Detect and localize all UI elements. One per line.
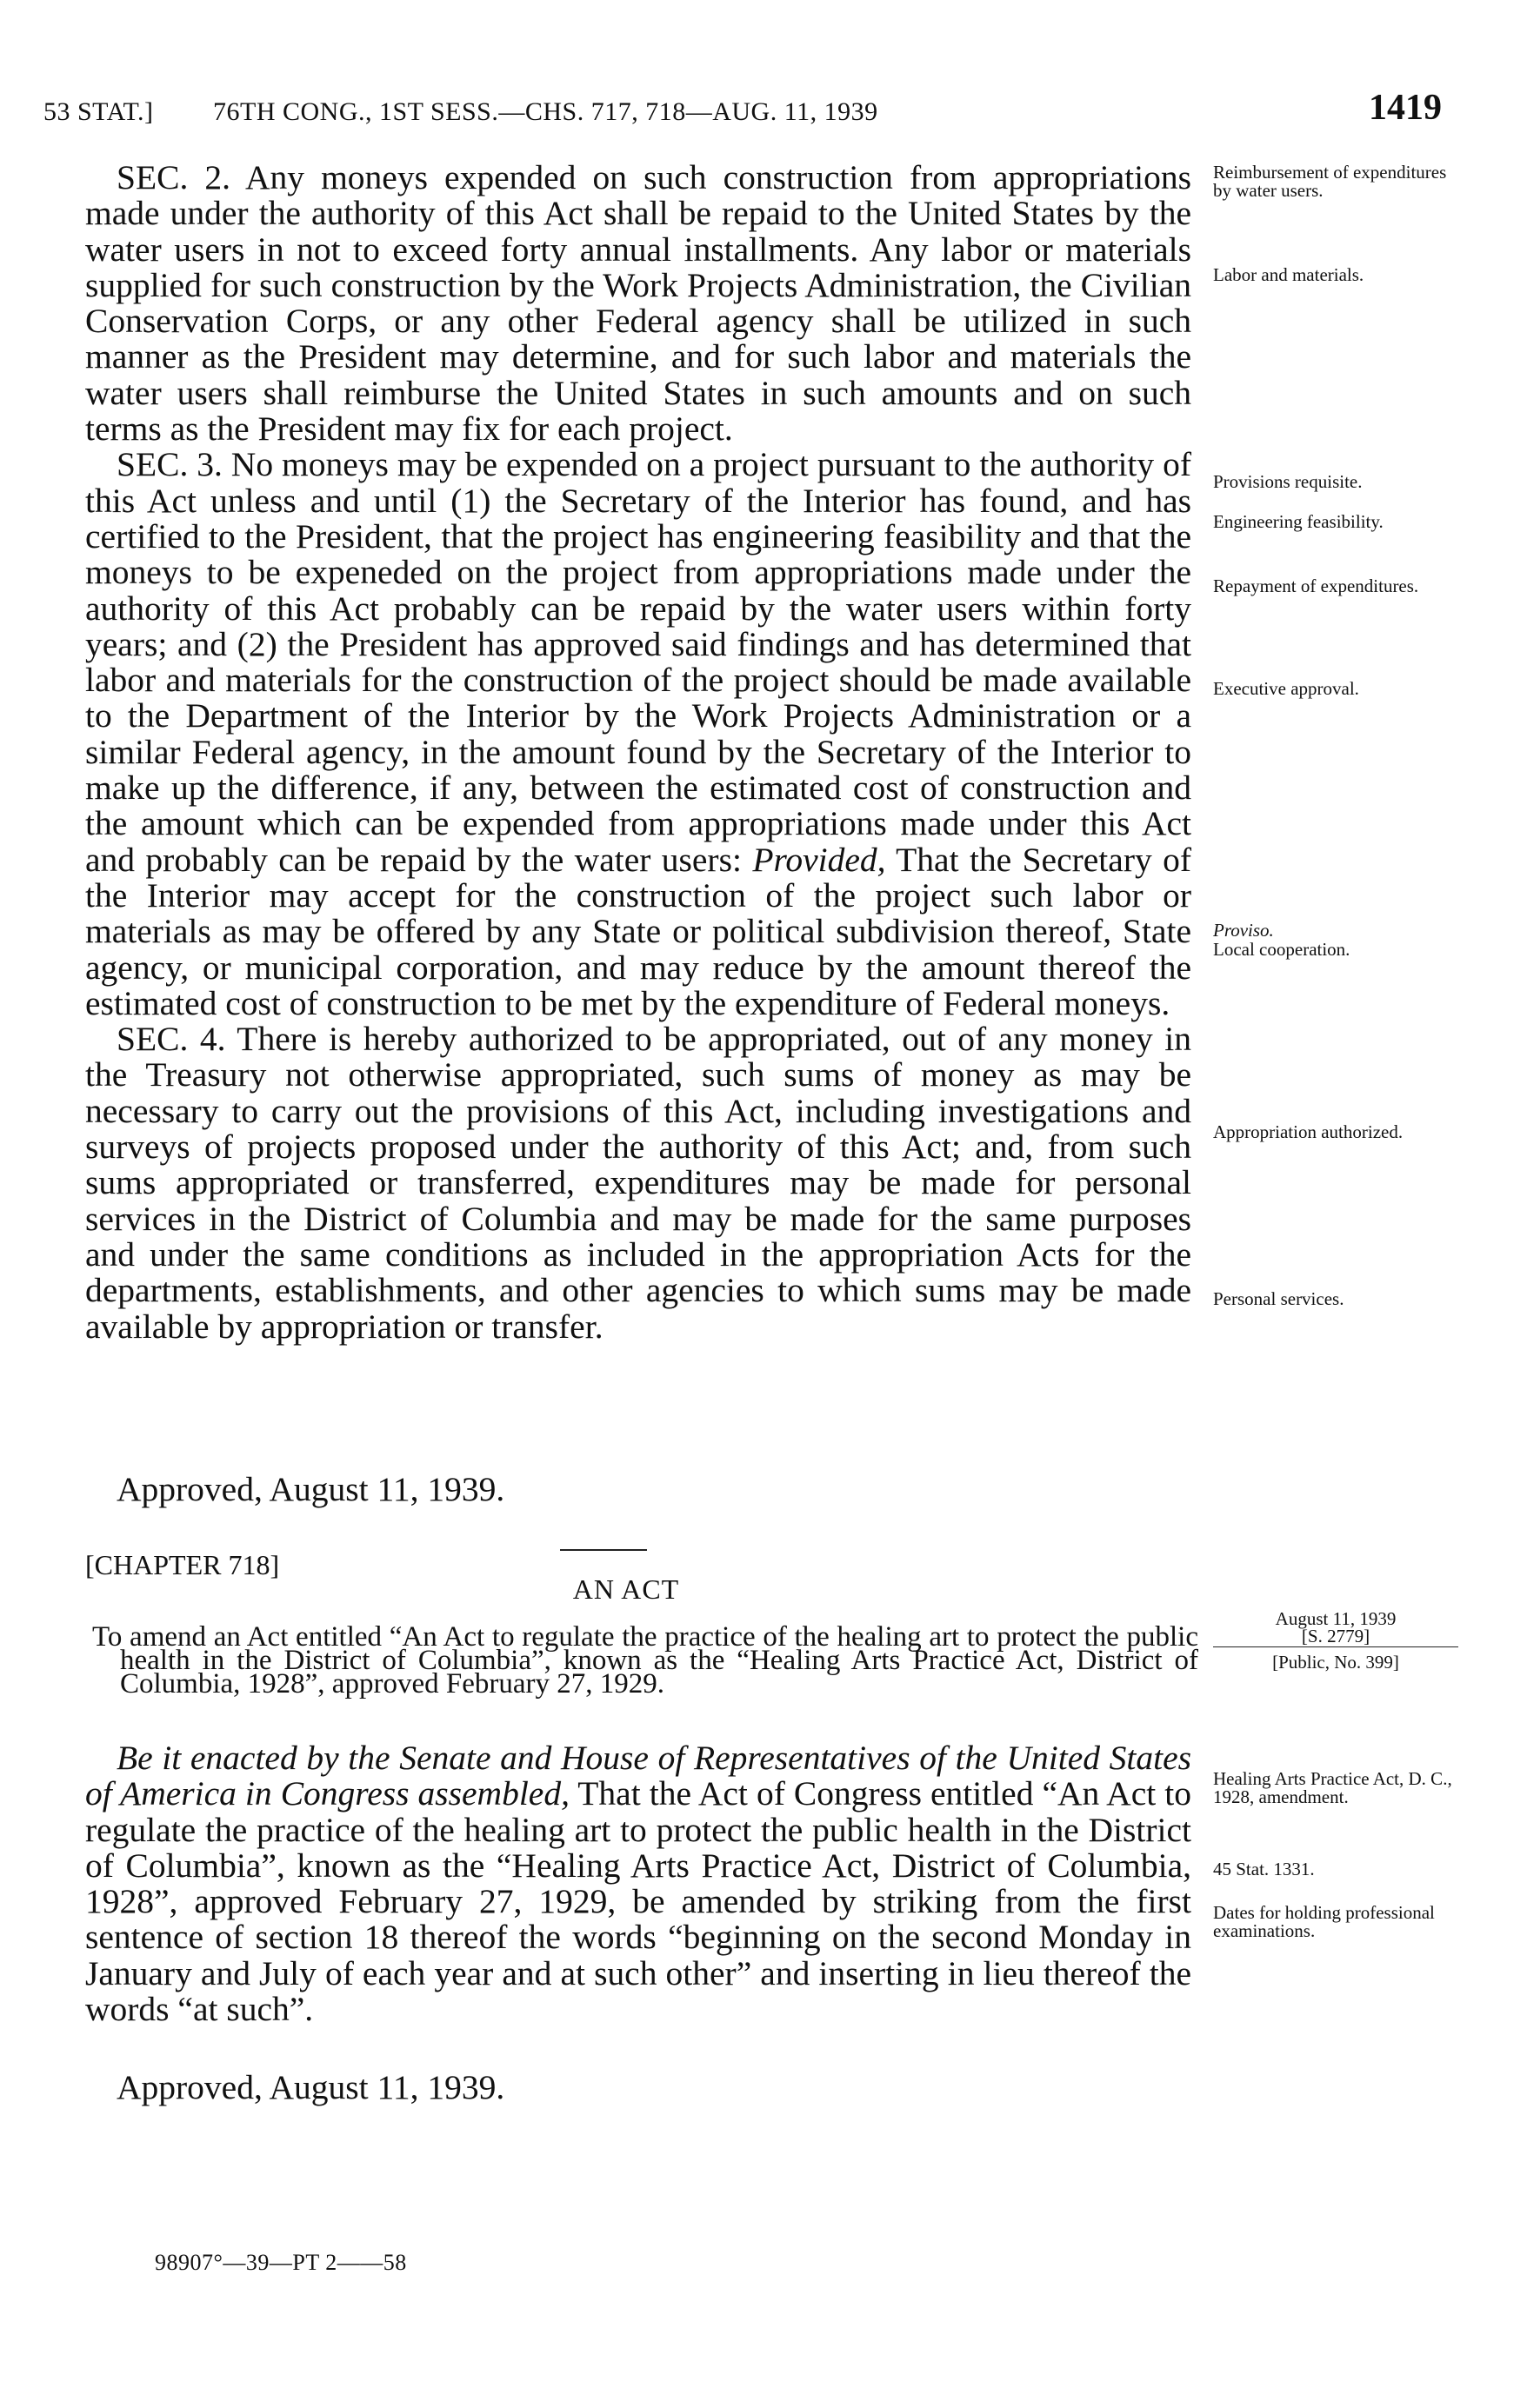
chapter-divider <box>560 1549 647 1551</box>
side-divider <box>1213 1646 1458 1647</box>
proviso-word: Provided, <box>752 840 886 879</box>
an-act-heading: AN ACT <box>572 1573 680 1605</box>
approved-date-718: Approved, August 11, 1939. <box>117 2068 505 2106</box>
act-date: August 11, 1939 <box>1275 1608 1397 1629</box>
margin-note-proviso: Proviso. <box>1213 920 1274 941</box>
section-3-part-a: SEC. 3. No moneys may be expended on a project pursuant to the authority of this Act unless and until (1) the Secretary of the Interior has found, and has certified to the President, that the project has engineering feasibility and that the moneys to be expeneded on the project from appropriations made under the authority of this Act probably can be repaid by the water users within forty years; and (2) the President has approved said findings and has determined that labor and materials for the construction of the project should be made available to the Department of the Interior by the Work Projects Administration or a similar Federal agency, in the amount found by the Secretary of the Interior to make up the difference, if any, between the estimated cost of construction and the amount which can be expended from appropriations made under this Act and probably can be repaid by the water users: <box>85 445 1191 879</box>
running-head-center: 76TH CONG., 1ST SESS.—CHS. 717, 718—AUG. 11, 1939 <box>213 97 878 126</box>
act-title: To amend an Act entitled “An Act to regulate the practice of the healing art to protect the public health in the District of Columbia”, known as the “Healing Arts Practice Act, District of Columbia, 1928”, approved February 27, 1929. <box>92 1621 1198 1700</box>
public-law-number: [Public, No. 399] <box>1272 1652 1399 1673</box>
senate-bill-number: [S. 2779] <box>1301 1626 1370 1646</box>
margin-note-reimbursement: Reimbursement of expenditures by water users. <box>1213 162 1447 201</box>
margin-note-personal: Personal services. <box>1213 1288 1344 1309</box>
main-text-718 <box>85 1740 1191 2027</box>
section-3-part-b: That the Secretary of the Interior may accept for the construction of the project such labor or materials as may be offered by any State or political subdivision thereof, State agency, or municipal corporation, and may reduce by the amount thereof the estimated cost of construction to be met by the expenditure of Federal moneys. <box>85 840 1192 1022</box>
printer-footer: 98907°—39—PT 2——58 <box>155 2250 407 2275</box>
margin-note-repayment: Repayment of expenditures. <box>1213 575 1419 596</box>
main-text-717 <box>85 160 1191 1345</box>
chapter-label: [CHAPTER 718] <box>85 1549 280 1580</box>
enacting-clause <box>85 1740 1191 2027</box>
section-3 <box>85 447 1191 1021</box>
margin-note-appropriation: Appropriation authorized. <box>1213 1121 1404 1142</box>
margin-note-labor: Labor and materials. <box>1213 264 1364 285</box>
section-2: SEC. 2. Any moneys expended on such construction from appropriations made under the authority of this Act shall be repaid to the United States by the water users in not to exceed forty annual installments. Any labor or materials supplied for such construction by the Work Projects Administration, the Civilian Conservation Corps, or any other Federal agency shall be utilized in such manner as the President may determine, and for such labor and materials the water users shall reimburse the United States in such amounts and on such terms as the President may fix for each project. <box>85 158 1191 449</box>
margin-note-dates: Dates for holding professional examinations. <box>1213 1902 1435 1941</box>
margin-note-local: Local cooperation. <box>1213 939 1350 960</box>
margin-note-stat: 45 Stat. 1331. <box>1213 1859 1315 1879</box>
approved-date-717: Approved, August 11, 1939. <box>117 1470 505 1508</box>
margin-note-healing: Healing Arts Practice Act, D. C., 1928, amendment. <box>1213 1768 1452 1807</box>
page-number: 1419 <box>1369 88 1442 128</box>
running-head-left: 53 STAT.] <box>43 97 154 126</box>
section-4: SEC. 4. There is hereby authorized to be appropriated, out of any money in the Treasury not otherwise appropriated, such sums of money as may be necessary to carry out the provisions of this Act, including investigations and surveys of projects proposed under the authority of this Act; and, from such sums appropriated or transferred, expenditures may be made for personal services in the District of Columbia and may be made for the same purposes and under the same conditions as included in the appropriation Acts for the departments, establishments, and other agencies to which sums may be made available by appropriation or transfer. <box>85 1020 1191 1346</box>
margin-note-executive: Executive approval. <box>1213 678 1359 699</box>
margin-note-engineering: Engineering feasibility. <box>1213 511 1384 532</box>
enacting-formula: Be it enacted by the Senate and House of Representatives of the United States of America in Congress assembled, <box>85 1739 1191 1813</box>
amendment-body: That the Act of Congress entitled “An Act to regulate the practice of the healing art to protect the public health in the District of Columbia”, known as the “Healing Arts Practice Act, District of Columbia, 1928”, approved February 27, 1929, be amended by striking from the first sentence of section 18 thereof the words “beginning on the second Monday in January and July of each year and at such other” and inserting in lieu thereof the words “at such”. <box>85 1774 1191 2029</box>
margin-note-provisions: Provisions requisite. <box>1213 471 1363 492</box>
